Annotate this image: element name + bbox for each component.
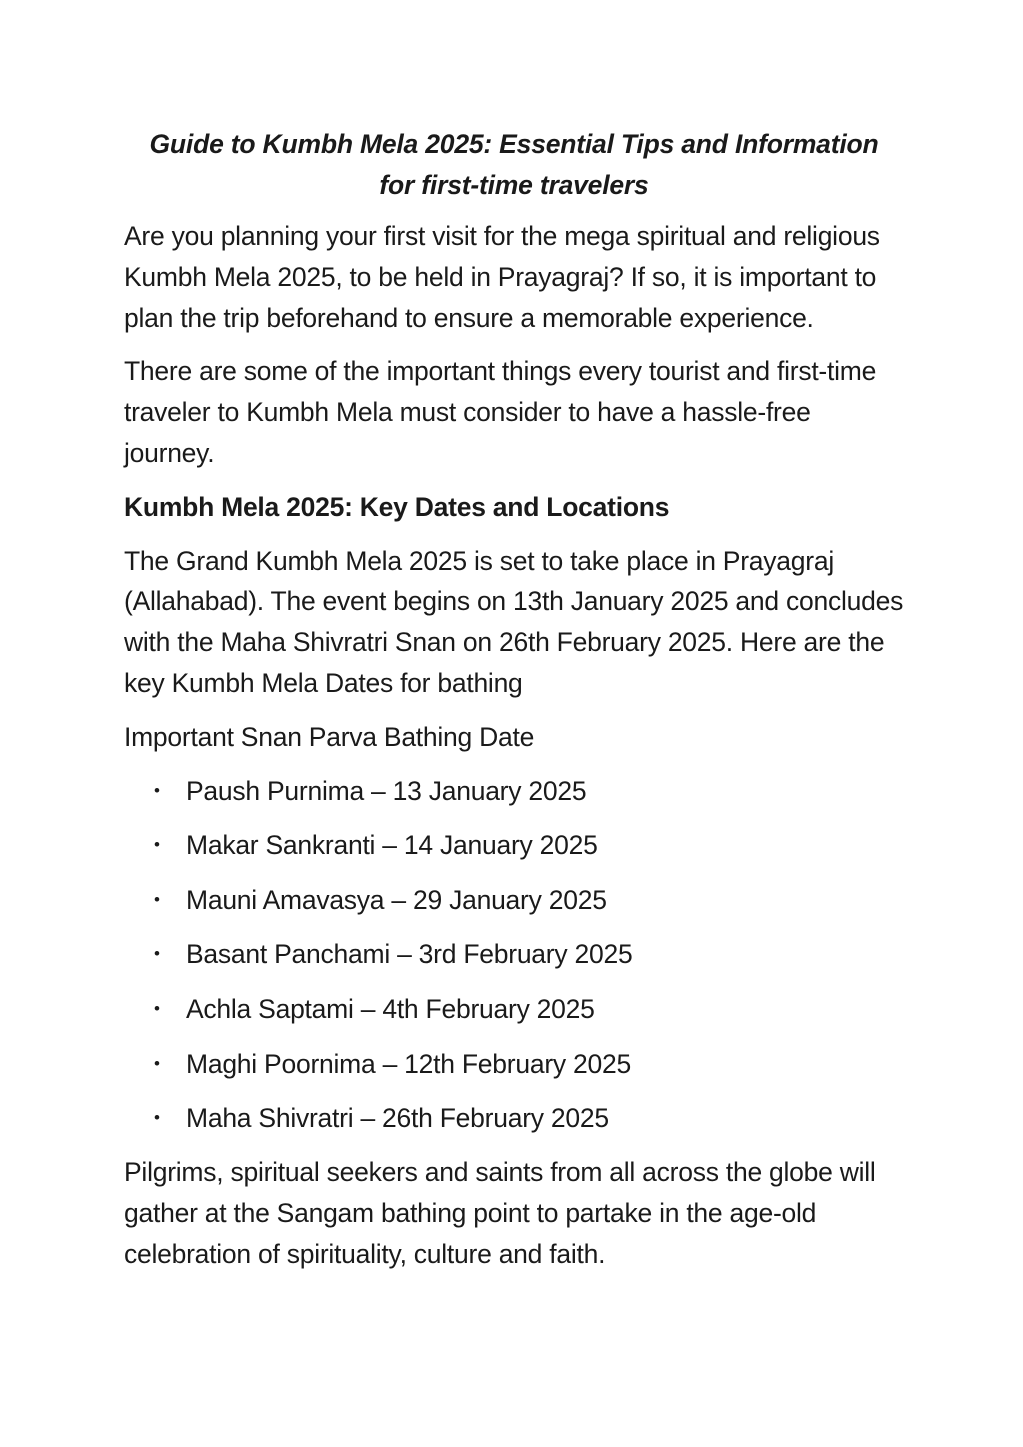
title-line-1: Guide to Kumbh Mela 2025: Essential Tips and Information — [149, 129, 879, 159]
list-item — [124, 934, 904, 975]
document-page — [124, 124, 904, 1287]
closing-paragraph: Pilgrims, spiritual seekers and saints from all across the globe will gather at the Sangam bathing point to partake in the age-old celebration of spirituality, culture and faith. — [124, 1156, 876, 1269]
title-line-2: for first-time travelers — [379, 170, 649, 200]
list-item — [124, 1098, 904, 1139]
list-item-text: Mauni Amavasya – 29 January 2025 — [186, 884, 607, 915]
bullet-icon: • — [154, 998, 160, 1018]
document-title — [124, 124, 904, 206]
list-item-text: Basant Panchami – 3rd February 2025 — [186, 939, 633, 970]
list-item-text: Paush Purnima – 13 January 2025 — [186, 775, 587, 806]
intro-paragraph-2: There are some of the important things every tourist and first-time traveler to Kumbh Mela must consider to have a hassle-free journey. — [124, 356, 877, 468]
list-item — [124, 1044, 904, 1085]
section-heading: Kumbh Mela 2025: Key Dates and Locations — [124, 491, 670, 522]
list-item — [124, 880, 904, 921]
list-heading: Important Snan Parva Bathing Date — [124, 721, 535, 752]
list-item — [124, 825, 904, 866]
bullet-icon: • — [154, 780, 160, 800]
bullet-icon: • — [154, 1108, 160, 1128]
list-item — [124, 771, 904, 812]
list-item-text: Maghi Poornima – 12th February 2025 — [186, 1048, 631, 1079]
bullet-icon: • — [154, 1053, 160, 1073]
bullet-icon: • — [154, 835, 160, 855]
list-item-text: Achla Saptami – 4th February 2025 — [186, 993, 595, 1024]
intro-paragraph-1: Are you planning your first visit for the mega spiritual and religious Kumbh Mela 2025, to be held in Prayagraj? If so, it is important to plan the trip beforehand to ensure a memorable experience. — [124, 221, 880, 333]
section-paragraph: The Grand Kumbh Mela 2025 is set to take place in Prayagraj (Allahabad). The event begins on 13th January 2025 and concludes with the Maha Shivratri Snan on 26th February 2025. Here are the key Kumbh Mela Dates for bathing — [124, 545, 904, 698]
list-item-text: Makar Sankranti – 14 January 2025 — [186, 830, 598, 861]
list-item-text: Maha Shivratri – 26th February 2025 — [186, 1103, 609, 1134]
bathing-dates-list — [124, 771, 904, 1139]
list-item — [124, 989, 904, 1030]
bullet-icon: • — [154, 889, 160, 909]
bullet-icon: • — [154, 944, 160, 964]
